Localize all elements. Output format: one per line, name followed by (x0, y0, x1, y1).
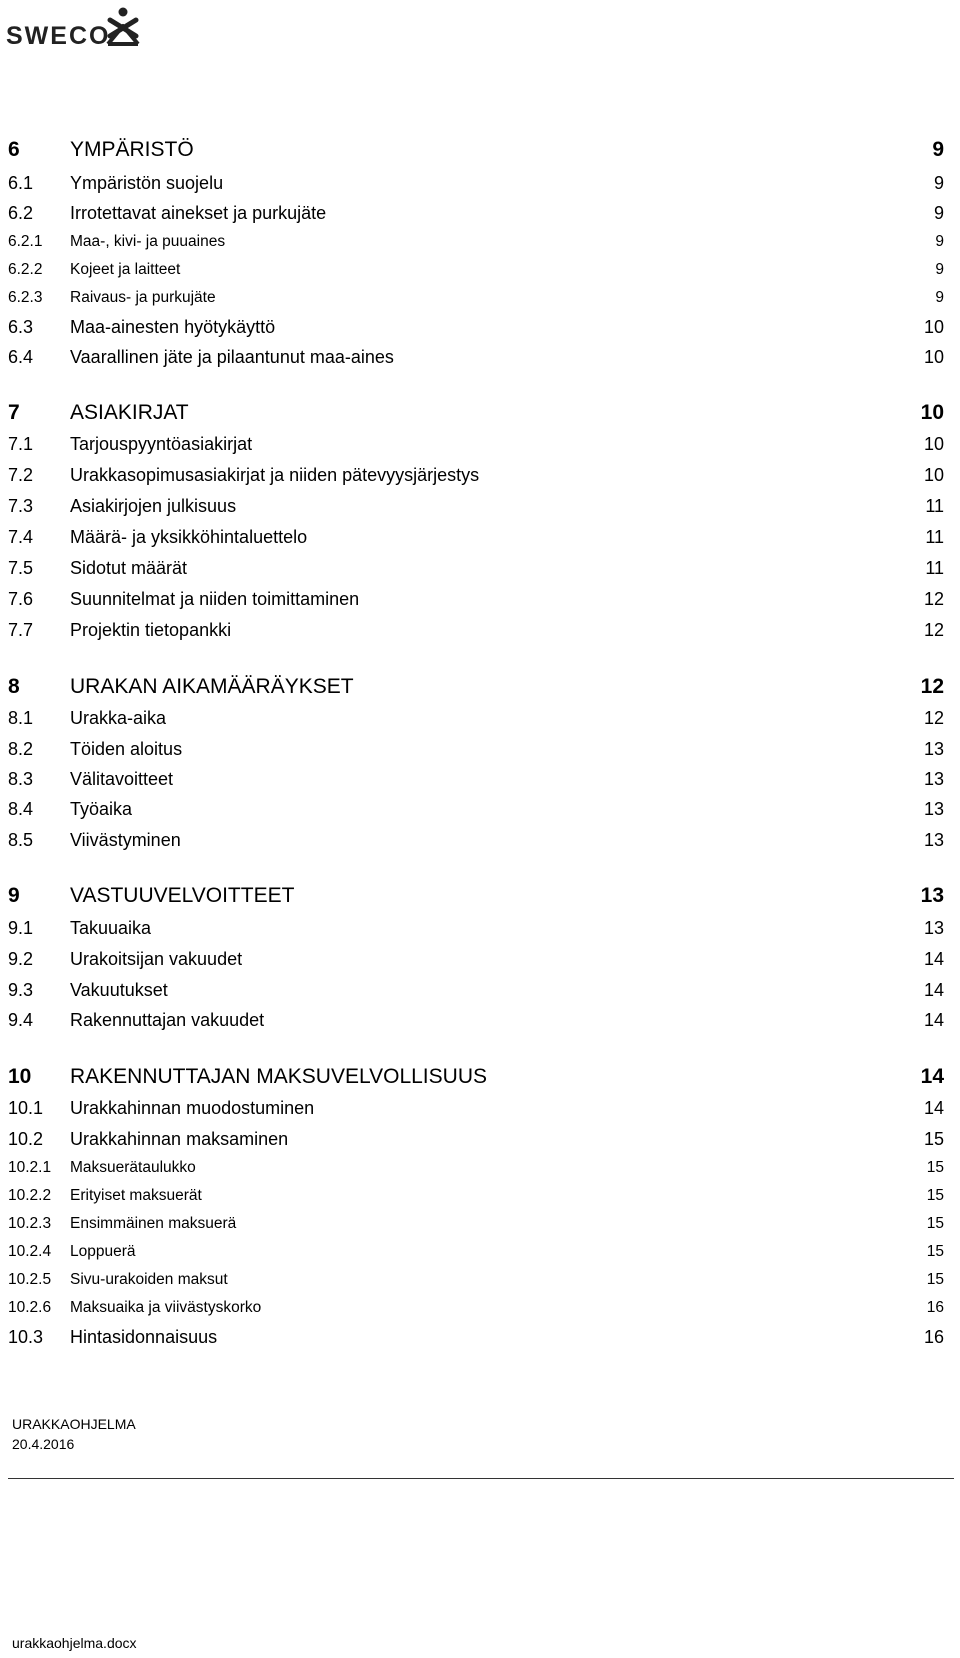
toc-entry[interactable] (0, 883, 960, 909)
toc-entry-number: 10.2.5 (8, 1271, 52, 1288)
toc-entry-title: YMPÄRISTÖ (70, 138, 194, 161)
toc-entry-title: Suunnitelmat ja niiden toimittaminen (70, 589, 360, 609)
toc-entry-title: Sivu-urakoiden maksut (70, 1271, 228, 1288)
toc-entry-page: 11 (925, 496, 944, 516)
toc-entry[interactable] (0, 524, 960, 550)
toc-entry[interactable] (0, 314, 960, 340)
toc-entry-page: 10 (923, 434, 944, 454)
toc-entry-number: 6.2.3 (8, 289, 43, 306)
toc-entry-title: RAKENNUTTAJAN MAKSUVELVOLLISUUS (70, 1065, 487, 1088)
toc-entry-title: Takuuaika (70, 918, 152, 938)
toc-entry-title: Irrotettavat ainekset ja purkujäte (70, 203, 327, 223)
toc-entry-number: 8.1 (8, 708, 34, 728)
toc-entry[interactable] (0, 200, 960, 226)
toc-entry-title: Ympäristön suojelu (70, 173, 224, 193)
toc-entry-page: 15 (926, 1243, 944, 1260)
toc-entry[interactable] (0, 1155, 960, 1181)
toc-entry[interactable] (0, 170, 960, 196)
toc-entry-number: 8.3 (8, 769, 34, 789)
toc-entry-number: 10.2.3 (8, 1215, 52, 1232)
toc-entry-number: 6.4 (8, 347, 34, 367)
toc-entry-page: 13 (923, 830, 944, 850)
toc-entry-number: 7.2 (8, 465, 34, 485)
toc-entry-title: VASTUUVELVOITTEET (70, 884, 295, 907)
toc-entry[interactable] (0, 736, 960, 762)
toc-entry[interactable] (0, 796, 960, 822)
toc-entry-title: Urakoitsijan vakuudet (70, 949, 243, 969)
toc-entry-number: 6.3 (8, 317, 34, 337)
toc-entry-number: 10.2 (8, 1129, 44, 1149)
toc-entry-title: Urakkahinnan maksaminen (70, 1129, 289, 1149)
toc-entry-number: 10.2.1 (8, 1159, 52, 1176)
toc-entry-page: 12 (920, 675, 944, 698)
toc-entry[interactable] (0, 1126, 960, 1152)
toc-entry-number: 6.2 (8, 203, 34, 223)
toc-entry-page: 9 (933, 173, 944, 193)
toc-entry[interactable] (0, 586, 960, 612)
toc-entry-number: 8.4 (8, 799, 34, 819)
toc-entry-title: ASIAKIRJAT (70, 401, 189, 424)
toc-entry[interactable] (0, 915, 960, 941)
toc-entry-number: 6.1 (8, 173, 34, 193)
toc-entry-title: Sidotut määrät (70, 558, 188, 578)
toc-entry-title: Urakka-aika (70, 708, 167, 728)
toc-entry-number: 7 (8, 401, 20, 424)
toc-entry-number: 6 (8, 138, 20, 161)
toc-entry[interactable] (0, 257, 960, 283)
toc-entry[interactable] (0, 1324, 960, 1350)
toc-entry[interactable] (0, 285, 960, 311)
toc-entry-title: Maksuerätaulukko (70, 1159, 196, 1176)
toc-entry[interactable] (0, 1239, 960, 1265)
toc-entry[interactable] (0, 137, 960, 163)
toc-entry-number: 10.3 (8, 1327, 44, 1347)
toc-entry-page: 14 (923, 949, 944, 969)
toc-entry-page: 12 (923, 589, 944, 609)
toc-entry-page: 13 (923, 739, 944, 759)
toc-entry-page: 9 (935, 233, 944, 250)
toc-entry-title: URAKAN AIKAMÄÄRÄYKSET (70, 675, 354, 698)
toc-entry[interactable] (0, 1095, 960, 1121)
toc-entry-title: Vaarallinen jäte ja pilaantunut maa-aines (70, 347, 394, 367)
logo-text: SWECO (6, 22, 111, 50)
toc-entry-title: Kojeet ja laitteet (70, 261, 181, 278)
toc-entry-number: 6.2.1 (8, 233, 43, 250)
toc-entry[interactable] (0, 229, 960, 255)
toc-entry[interactable] (0, 946, 960, 972)
toc-entry-page: 10 (923, 465, 944, 485)
toc-entry-title: Erityiset maksuerät (70, 1187, 202, 1204)
toc-entry-title: Vakuutukset (70, 980, 168, 1000)
toc-entry-title: Hintasidonnaisuus (70, 1327, 218, 1347)
toc-entry[interactable] (0, 1007, 960, 1033)
toc-entry[interactable] (0, 1295, 960, 1321)
toc-entry[interactable] (0, 766, 960, 792)
footer-divider (8, 1478, 954, 1479)
toc-entry[interactable] (0, 344, 960, 370)
toc-entry-title: Ensimmäinen maksuerä (70, 1215, 237, 1232)
toc-entry-page: 14 (923, 1098, 944, 1118)
toc-entry[interactable] (0, 1211, 960, 1237)
toc-entry-number: 6.2.2 (8, 261, 43, 278)
toc-entry-number: 9.3 (8, 980, 34, 1000)
toc-entry-page: 13 (923, 769, 944, 789)
toc-entry-title: Projektin tietopankki (70, 620, 232, 640)
toc-entry-title: Loppuerä (70, 1243, 136, 1260)
toc-entry[interactable] (0, 1267, 960, 1293)
toc-entry-number: 7.5 (8, 558, 34, 578)
toc-entry[interactable] (0, 827, 960, 853)
toc-entry-page: 14 (923, 980, 944, 1000)
toc-entry-page: 15 (926, 1159, 944, 1176)
toc-entry[interactable] (0, 1064, 960, 1090)
toc-entry-page: 10 (920, 401, 944, 424)
toc-entry[interactable] (0, 493, 960, 519)
toc-entry-title: Asiakirjojen julkisuus (70, 496, 237, 516)
toc-entry-title: Maa-, kivi- ja puuaines (70, 233, 226, 250)
toc-entry-page: 13 (920, 884, 944, 907)
toc-entry-page: 11 (925, 527, 944, 547)
toc-entry-number: 10.2.4 (8, 1243, 52, 1260)
toc-entry[interactable] (0, 462, 960, 488)
toc-entry-title: Viivästyminen (70, 830, 181, 850)
toc-entry-title: Tarjouspyyntöasiakirjat (70, 434, 253, 454)
toc-entry-page: 9 (935, 289, 944, 306)
toc-entry[interactable] (0, 555, 960, 581)
toc-entry-number: 7.7 (8, 620, 34, 640)
toc-entry-number: 9 (8, 884, 20, 907)
toc-entry-number: 9.1 (8, 918, 34, 938)
toc-entry-number: 8.5 (8, 830, 34, 850)
toc-entry-page: 15 (926, 1187, 944, 1204)
toc-entry-title: Urakkahinnan muodostuminen (70, 1098, 315, 1118)
toc-entry-page: 9 (935, 261, 944, 278)
toc-entry-title: Työaika (70, 799, 133, 819)
toc-entry[interactable] (0, 1183, 960, 1209)
toc-entry-page: 14 (920, 1065, 944, 1088)
toc-entry-page: 12 (923, 620, 944, 640)
toc-entry-page: 15 (926, 1271, 944, 1288)
toc-entry-number: 10.2.6 (8, 1299, 52, 1316)
toc-entry-page: 13 (923, 918, 944, 938)
toc-entry-page: 10 (923, 317, 944, 337)
toc-entry-number: 9.2 (8, 949, 34, 969)
sweco-logo (6, 4, 146, 48)
toc-entry-number: 8.2 (8, 739, 34, 759)
toc-entry-title: Maksuaika ja viivästyskorko (70, 1299, 262, 1316)
toc-entry-number: 10 (8, 1065, 32, 1088)
toc-entry-title: Maa-ainesten hyötykäyttö (70, 317, 276, 337)
toc-entry-page: 12 (923, 708, 944, 728)
footer-doc-title: URAKKAOHJELMA (12, 1416, 136, 1432)
toc-entry-page: 15 (923, 1129, 944, 1149)
toc-entry-title: Välitavoitteet (70, 769, 174, 789)
toc-entry[interactable] (0, 674, 960, 700)
toc-entry[interactable] (0, 977, 960, 1003)
toc-entry-number: 7.1 (8, 434, 34, 454)
toc-entry-page: 11 (925, 558, 944, 578)
footer-filename: urakkaohjelma.docx (12, 1635, 137, 1651)
toc-entry-number: 7.3 (8, 496, 34, 516)
toc-entry-number: 8 (8, 675, 20, 698)
toc-entry[interactable] (0, 705, 960, 731)
footer-date: 20.4.2016 (12, 1436, 75, 1452)
toc-entry-page: 13 (923, 799, 944, 819)
toc-entry-page: 16 (926, 1299, 944, 1316)
toc-entry-page: 15 (926, 1215, 944, 1232)
toc-entry-page: 16 (923, 1327, 944, 1347)
toc-entry[interactable] (0, 617, 960, 643)
toc-entry-page: 14 (923, 1010, 944, 1030)
toc-entry-title: Määrä- ja yksikköhintaluettelo (70, 527, 308, 547)
toc-entry-page: 9 (933, 203, 944, 223)
toc-entry-number: 9.4 (8, 1010, 34, 1030)
toc-entry[interactable] (0, 431, 960, 457)
toc-entry-title: Raivaus- ja purkujäte (70, 289, 216, 306)
toc-entry-number: 10.1 (8, 1098, 44, 1118)
toc-entry-title: Urakkasopimusasiakirjat ja niiden pätevyysjärjestys (70, 465, 480, 485)
toc-entry-title: Töiden aloitus (70, 739, 183, 759)
toc-entry[interactable] (0, 400, 960, 426)
toc-entry-page: 9 (932, 138, 944, 161)
toc-entry-number: 7.6 (8, 589, 34, 609)
toc-entry-title: Rakennuttajan vakuudet (70, 1010, 265, 1030)
toc-entry-page: 10 (923, 347, 944, 367)
toc-entry-number: 10.2.2 (8, 1187, 52, 1204)
sweco-person-icon (106, 6, 142, 46)
toc-entry-number: 7.4 (8, 527, 34, 547)
